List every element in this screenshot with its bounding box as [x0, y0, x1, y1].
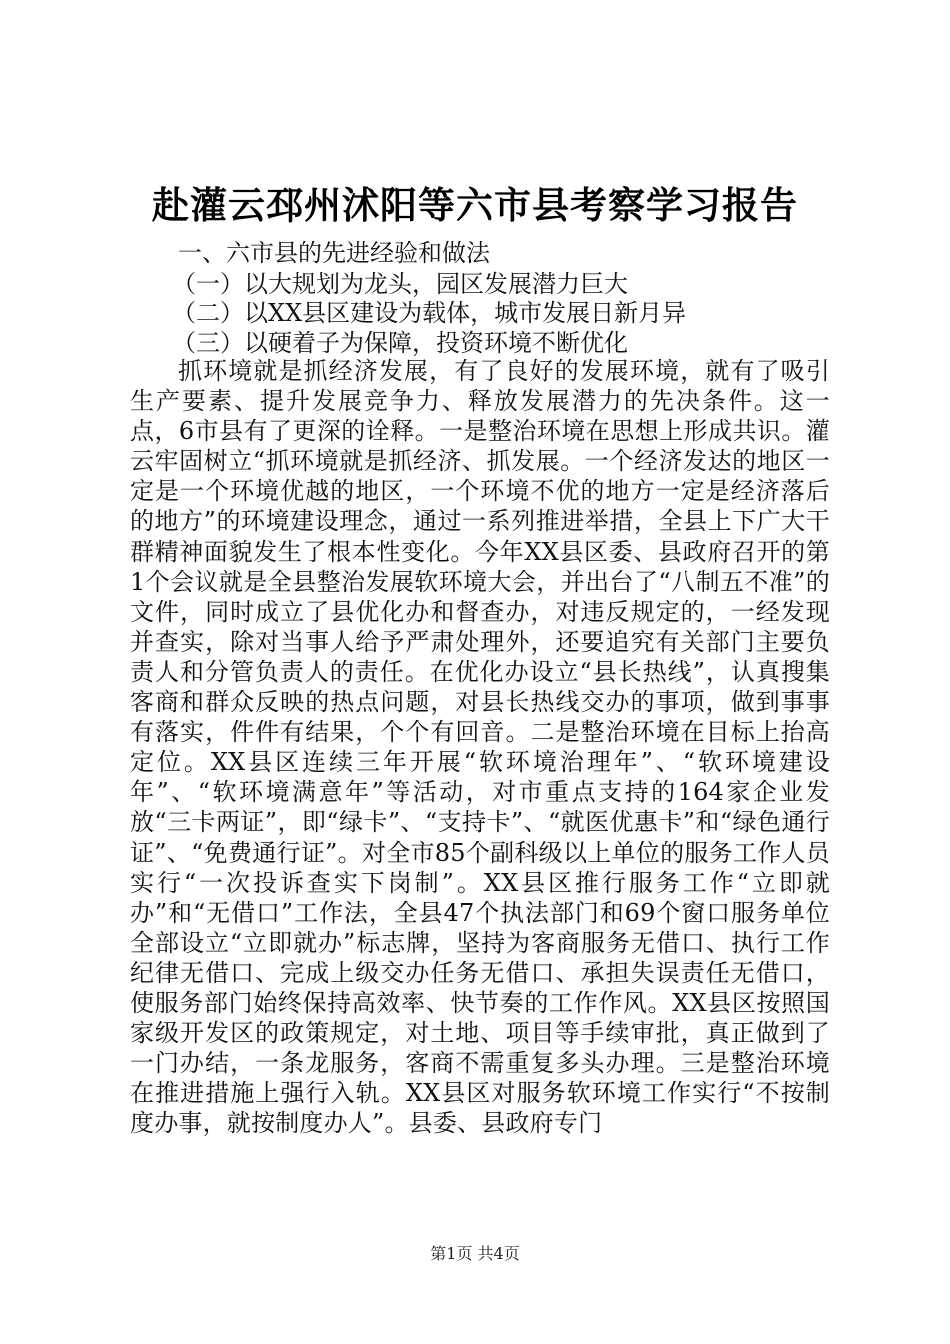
subsection-heading-3: （三）以硬着子为保障，投资环境不断优化 [172, 329, 628, 357]
page-number-footer: 第1页 共4页 [430, 1244, 520, 1263]
subsection-heading-1: （一）以大规划为龙头，园区发展潜力巨大 [172, 270, 628, 298]
document-title: 赴灌云邳州沭阳等六市县考察学习报告 [152, 184, 798, 227]
section-heading-1: 一、六市县的先进经验和做法 [178, 239, 490, 267]
body-paragraph: 抓环境就是抓经济发展，有了良好的发展环境，就有了吸引生产要素、提升发展竞争力、释放发展潜力的先决条件。这一点，6市县有了更深的诠释。一是整治环境在思想上形成共识。灌云牢固树立“抓环境就是抓经济、抓发展。一个经济发达的地区一定是一个环境优越的地区，一个环境不优的地方一定是经济落后的地方”的环境建设理念，通过一系列推进举措，全县上下广大干群精神面貌发生了根本性变化。今年XX县区委、县政府召开的第1个会议就是全县整治发展软环境大会，并出台了“八制五不准”的文件，同时成立了县优化办和督查办，对违反规定的，一经发现并查实，除对当事人给予严肃处理外，还要追究有关部门主要负责人和分管负责人的责任。在优化办设立“县长热线”，认真搜集客商和群众反映的热点问题，对县长热线交办的事项，做到事事有落实，件件有结果，个个有回音。二是整治环境在目标上抬高定位。XX县区连续三年开展“软环境治理年”、“软环境建设年”、“软环境满意年”等活动，对市重点支持的164家企业发放“三卡两证”，即“绿卡”、“支持卡”、“就医优惠卡”和“绿色通行证”、“免费通行证”。对全市85个副科级以上单位的服务工作人员实行“一次投诉查实下岗制”。XX县区推行服务工作“立即就办”和“无借口”工作法，全县47个执法部门和69个窗口服务单位全部设立“立即就办”标志牌，坚持为客商服务无借口、执行工作纪律无借口、完成上级交办任务无借口、承担失误责任无借口，使服务部门始终保持高效率、快节奏的工作作风。XX县区按照国家级开发区的政策规定，对土地、项目等手续审批，真正做到了一门办结，一条龙服务，客商不需重复多头办理。三是整治环境在推进措施上强行入轨。XX县区对服务软环境工作实行“不按制度办事，就按制度办人”。县委、县政府专门 [130, 357, 830, 1138]
subsection-heading-2: （二）以XX县区建设为载体，城市发展日新月异 [172, 299, 687, 327]
